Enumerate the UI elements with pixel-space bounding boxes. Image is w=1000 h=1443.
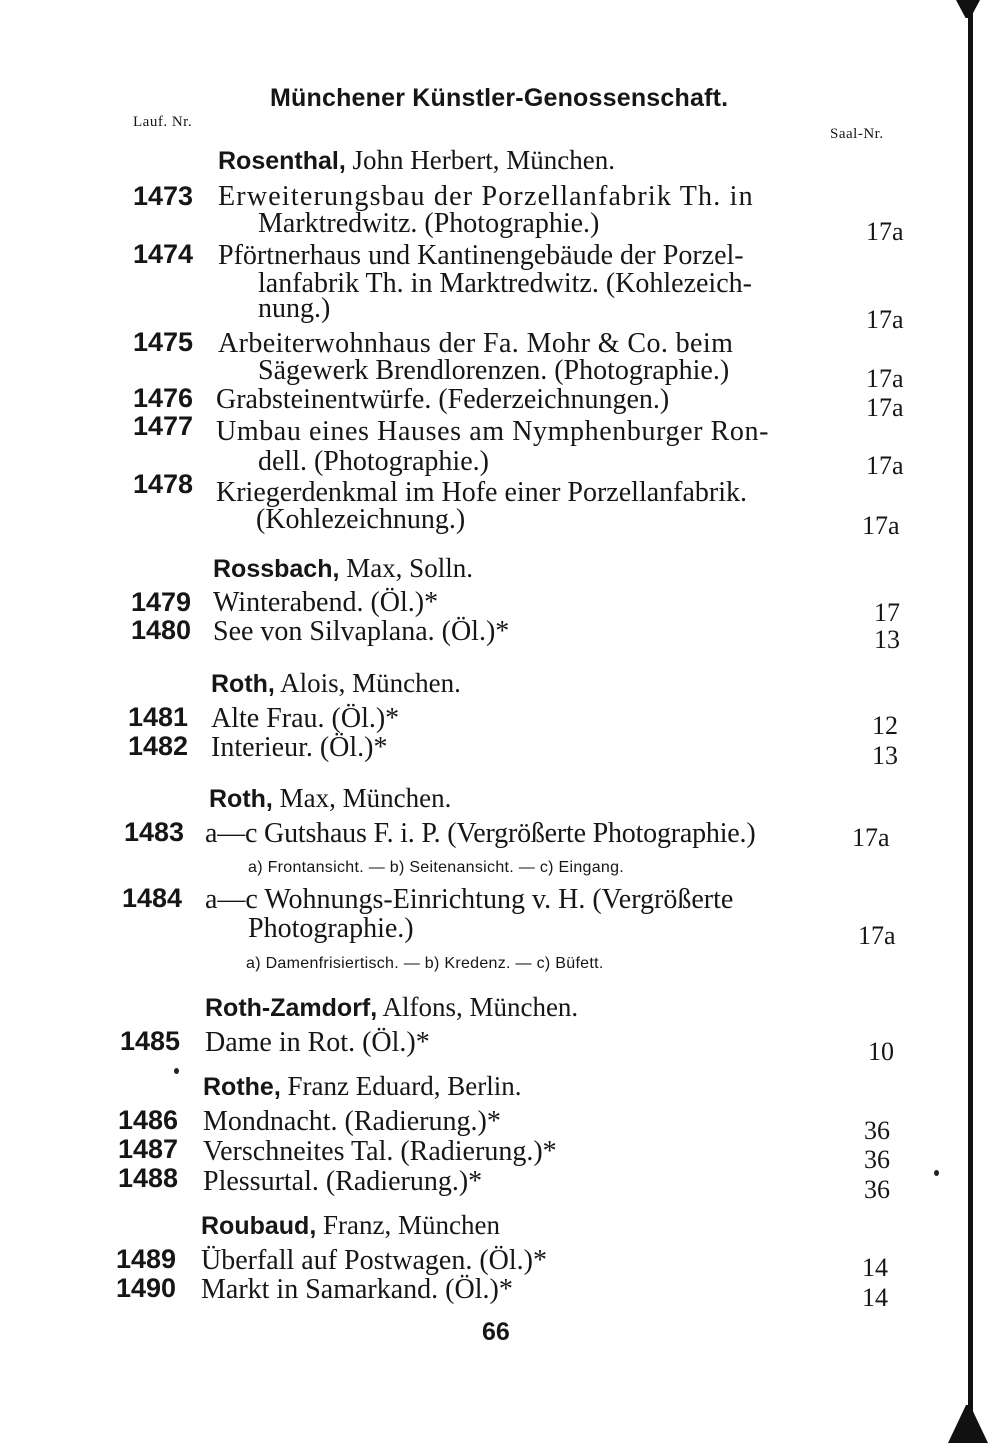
entry-title: Erweiterungsbau der Porzellanfabrik Th. in	[218, 181, 754, 212]
entry-number: 1485	[120, 1026, 181, 1056]
entry-title: Umbau eines Hauses am Nymphenburger Ron-	[216, 416, 770, 447]
artist-details: Franz, München	[316, 1210, 500, 1240]
artist-heading	[203, 1070, 521, 1102]
entry-footnote: a) Frontansicht. — b) Seitenansicht. — c) Eingang.	[248, 859, 625, 876]
column-label-room-number: Saal-Nr.	[830, 126, 884, 142]
page-number: 66	[482, 1318, 510, 1346]
artist-surname: Roth-Zamdorf,	[205, 994, 378, 1022]
entry-number: 1481	[128, 702, 189, 732]
entry-title: Mondnacht. (Radierung.)*	[203, 1106, 501, 1137]
artist-surname: Rossbach,	[213, 555, 340, 583]
entry-title-continued: Marktredwitz. (Photographie.)	[258, 208, 600, 239]
room-number: 17a	[866, 393, 904, 422]
entry-number: 1487	[118, 1134, 179, 1164]
entry-title: a—c Wohnungs-Einrichtung v. H. (Vergrößerte	[205, 884, 734, 915]
entry-number: 1477	[133, 411, 194, 441]
room-number: 10	[868, 1037, 894, 1066]
room-number: 13	[872, 741, 898, 770]
entry-number: 1475	[133, 327, 194, 357]
artist-heading	[205, 991, 578, 1023]
artist-surname: Roth,	[211, 670, 275, 698]
artist-surname: Rosenthal,	[218, 147, 346, 175]
artist-details: Max, Solln.	[339, 553, 473, 583]
entry-title-continued: nung.)	[258, 293, 331, 324]
entry-title-continued: (Kohlezeichnung.)	[256, 504, 466, 535]
artist-details: John Herbert, München.	[345, 145, 615, 175]
entry-title: Winterabend. (Öl.)*	[213, 587, 439, 618]
entry-title: Markt in Samarkand. (Öl.)*	[201, 1274, 513, 1305]
print-speck	[934, 1170, 939, 1176]
page-edge-shadow-bottom	[948, 1405, 988, 1443]
entry-number: 1490	[116, 1273, 177, 1303]
entry-number: 1478	[133, 469, 194, 499]
entry-title: Pförtnerhaus und Kantinengebäude der Porzel-	[218, 240, 744, 271]
entry-title-continued: dell. (Photographie.)	[258, 446, 489, 477]
running-header-title: Münchener Künstler-Genossenschaft.	[270, 84, 729, 112]
artist-heading	[209, 782, 451, 814]
entry-title-continued: Photographie.)	[248, 913, 414, 944]
column-label-running-number: Lauf. Nr.	[133, 114, 193, 130]
artist-heading	[201, 1209, 500, 1241]
room-number: 17a	[866, 451, 904, 480]
artist-surname: Rothe,	[203, 1073, 281, 1101]
entry-footnote: a) Damenfrisiertisch. — b) Kredenz. — c) Büfett.	[246, 955, 604, 972]
page-edge-binding-line	[968, 0, 973, 1443]
entry-title: a—c Gutshaus F. i. P. (Vergrößerte Photographie.)	[205, 818, 756, 849]
room-number: 17a	[858, 921, 896, 950]
room-number: 14	[862, 1283, 888, 1312]
entry-title-continued: Sägewerk Brendlorenzen. (Photographie.)	[258, 355, 730, 386]
entry-title: Alte Frau. (Öl.)*	[211, 703, 400, 734]
room-number: 13	[874, 625, 900, 654]
entry-title: Grabsteinentwürfe. (Federzeichnungen.)	[216, 384, 670, 415]
entry-number: 1482	[128, 731, 189, 761]
artist-details: Alfons, München.	[377, 992, 579, 1022]
artist-surname: Roubaud,	[201, 1212, 317, 1240]
entry-number: 1474	[133, 239, 194, 269]
artist-heading	[211, 667, 461, 699]
entry-title: Dame in Rot. (Öl.)*	[205, 1027, 430, 1058]
room-number: 36	[864, 1116, 890, 1145]
entry-number: 1476	[133, 383, 194, 413]
entry-title: Interieur. (Öl.)*	[211, 732, 388, 763]
artist-heading	[218, 144, 615, 176]
room-number: 12	[872, 711, 898, 740]
artist-details: Max, München.	[272, 783, 452, 813]
artist-surname: Roth,	[209, 785, 273, 813]
room-number: 17a	[866, 217, 904, 246]
artist-details: Alois, München.	[274, 668, 461, 698]
entry-number: 1480	[131, 615, 192, 645]
entry-title: Arbeiterwohnhaus der Fa. Mohr & Co. beim	[218, 328, 734, 359]
artist-details: Franz Eduard, Berlin.	[280, 1071, 522, 1101]
entry-number: 1483	[124, 817, 185, 847]
room-number: 17a	[866, 305, 904, 334]
entry-title: Kriegerdenkmal im Hofe einer Porzellanfabrik.	[216, 477, 748, 508]
room-number: 17a	[862, 511, 900, 540]
entry-title: Überfall auf Postwagen. (Öl.)*	[201, 1245, 548, 1276]
room-number: 14	[862, 1253, 888, 1282]
room-number: 17a	[852, 823, 890, 852]
entry-title: Verschneites Tal. (Radierung.)*	[203, 1136, 557, 1167]
artist-heading	[213, 552, 473, 584]
room-number: 17	[874, 598, 900, 627]
entry-number: 1479	[131, 587, 192, 617]
entry-title: See von Silvaplana. (Öl.)*	[213, 616, 510, 647]
entry-number: 1489	[116, 1244, 177, 1274]
entry-number: 1473	[133, 181, 194, 211]
room-number: 36	[864, 1145, 890, 1174]
entry-title: Plessurtal. (Radierung.)*	[203, 1166, 483, 1197]
entry-number: 1486	[118, 1105, 179, 1135]
print-speck	[174, 1068, 179, 1074]
room-number: 36	[864, 1175, 890, 1204]
entry-number: 1484	[122, 883, 183, 913]
entry-number: 1488	[118, 1163, 179, 1193]
room-number: 17a	[866, 364, 904, 393]
entry-title-continued: lanfabrik Th. in Marktredwitz. (Kohlezeich-	[258, 268, 752, 299]
